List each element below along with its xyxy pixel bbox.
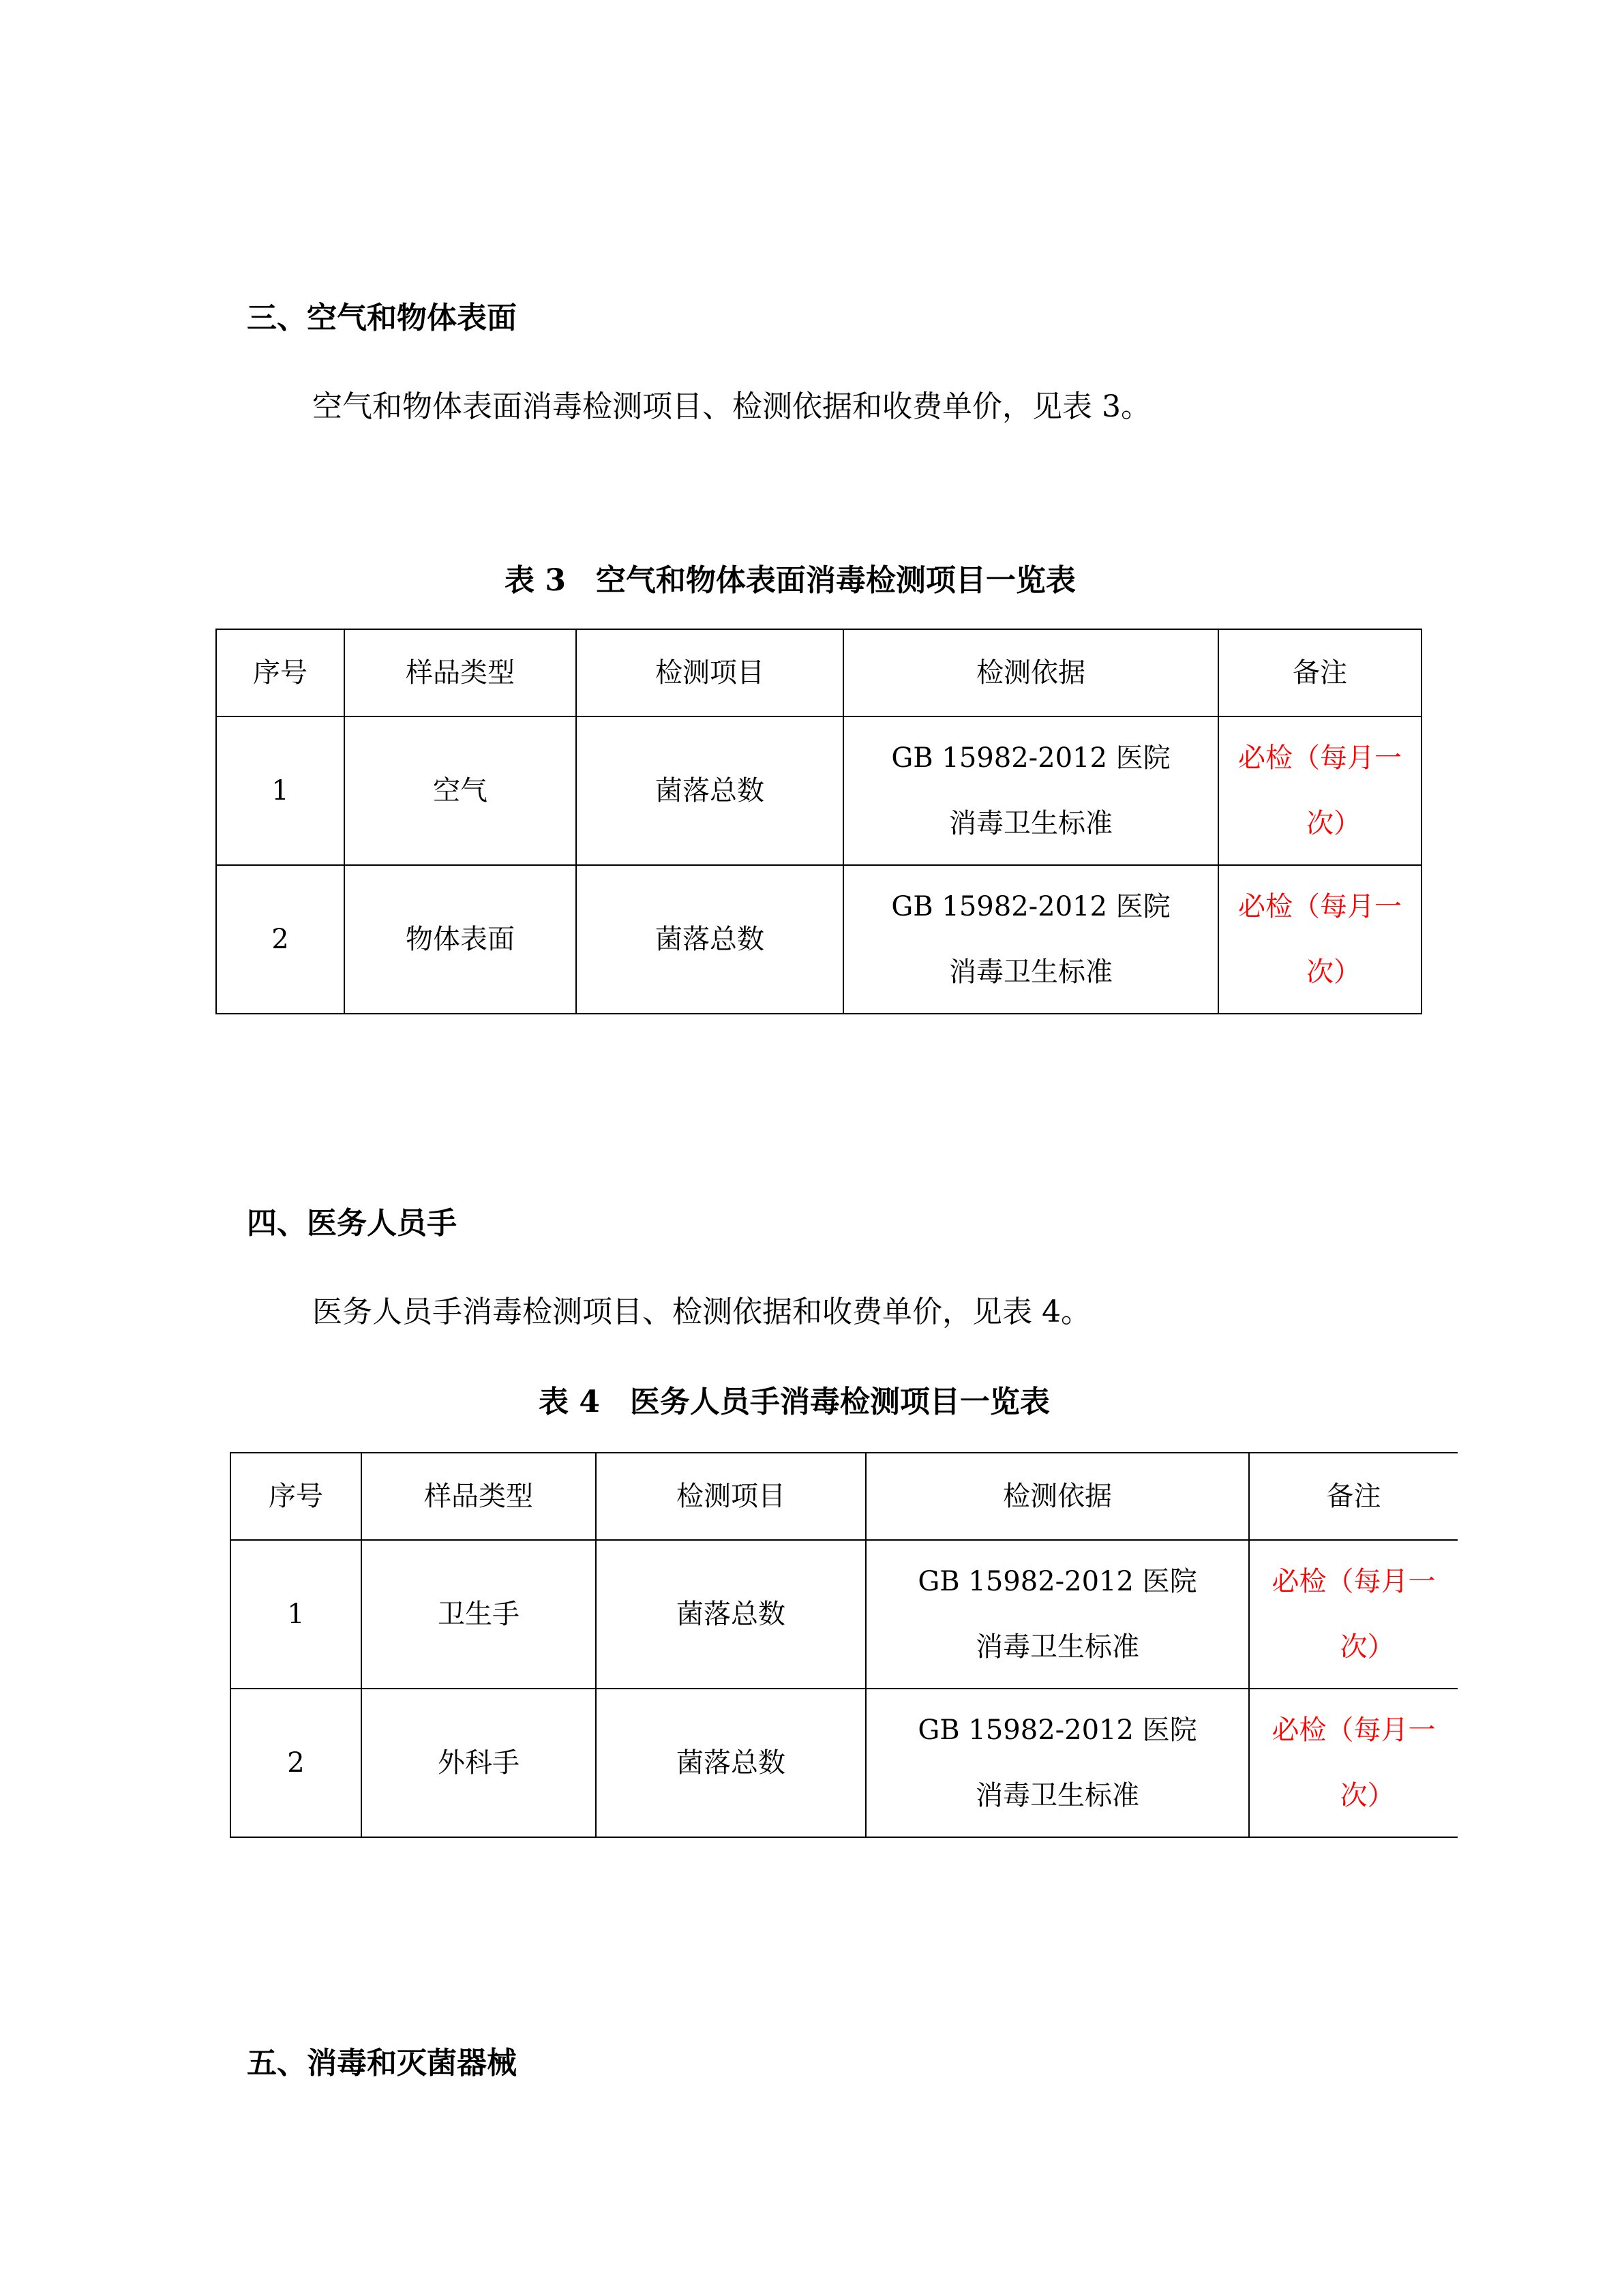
cell-no: 2 [216,865,344,1014]
header-basis: 检测依据 [843,629,1218,716]
cell-no: 1 [216,716,344,865]
header-sample: 样品类型 [344,629,576,716]
header-remark: 备注 [1249,1453,1458,1540]
cell-remark [1249,1540,1458,1689]
table-3-caption: 表 3 空气和物体表面消毒检测项目一览表 [505,563,1076,598]
cell-remark [1218,716,1422,865]
basis-line-2: 消毒卫生标准 [976,1780,1139,1811]
basis-line-2: 消毒卫生标准 [976,1631,1139,1663]
section-3-paragraph: 空气和物体表面消毒检测项目、检测依据和收费单价，见表 3。 [312,389,1151,424]
table-row [216,865,1422,1014]
section-4-paragraph: 医务人员手消毒检测项目、检测依据和收费单价，见表 4。 [312,1295,1091,1329]
basis-line-2: 消毒卫生标准 [949,808,1113,839]
header-sample: 样品类型 [361,1453,596,1540]
table-4 [230,1452,1458,1838]
cell-sample: 外科手 [361,1689,596,1837]
header-remark: 备注 [1218,629,1422,716]
cell-item: 菌落总数 [576,716,843,865]
table-3 [215,629,1422,1014]
cell-sample: 卫生手 [361,1540,596,1689]
cell-basis [866,1540,1249,1689]
remark-line-2: 次） [1340,1631,1395,1663]
cell-item: 菌落总数 [596,1689,866,1837]
table-row [230,1540,1458,1689]
cell-sample: 物体表面 [344,865,576,1014]
header-no: 序号 [230,1453,361,1540]
cell-remark [1249,1689,1458,1837]
section-3-heading: 三、空气和物体表面 [247,301,517,335]
basis-line-1: GB 15982-2012 医院 [918,1566,1197,1597]
basis-line-2: 消毒卫生标准 [949,956,1113,988]
section-4-heading: 四、医务人员手 [247,1206,457,1241]
table-row [230,1689,1458,1837]
cell-sample: 空气 [344,716,576,865]
table-header-row [230,1453,1458,1540]
cell-item: 菌落总数 [596,1540,866,1689]
basis-line-1: GB 15982-2012 医院 [891,891,1171,922]
header-item: 检测项目 [576,629,843,716]
cell-no: 2 [230,1689,361,1837]
remark-line-2: 次） [1340,1780,1395,1811]
header-no: 序号 [216,629,344,716]
header-item: 检测项目 [596,1453,866,1540]
table-row [216,716,1422,865]
remark-line-1: 必检（每月一 [1272,1566,1436,1597]
remark-line-2: 次） [1306,956,1361,988]
cell-basis [843,865,1218,1014]
basis-line-1: GB 15982-2012 医院 [891,742,1171,774]
remark-line-1: 必检（每月一 [1238,742,1402,774]
cell-item: 菌落总数 [576,865,843,1014]
cell-basis [866,1689,1249,1837]
cell-no: 1 [230,1540,361,1689]
remark-line-1: 必检（每月一 [1238,891,1402,922]
cell-remark [1218,865,1422,1014]
table-header-row [216,629,1422,716]
section-5-heading: 五、消毒和灭菌器械 [247,2046,517,2081]
remark-line-1: 必检（每月一 [1272,1715,1436,1746]
cell-basis [843,716,1218,865]
remark-line-2: 次） [1306,808,1361,839]
header-basis: 检测依据 [866,1453,1249,1540]
basis-line-1: GB 15982-2012 医院 [918,1715,1197,1746]
table-4-caption: 表 4 医务人员手消毒检测项目一览表 [539,1385,1050,1419]
